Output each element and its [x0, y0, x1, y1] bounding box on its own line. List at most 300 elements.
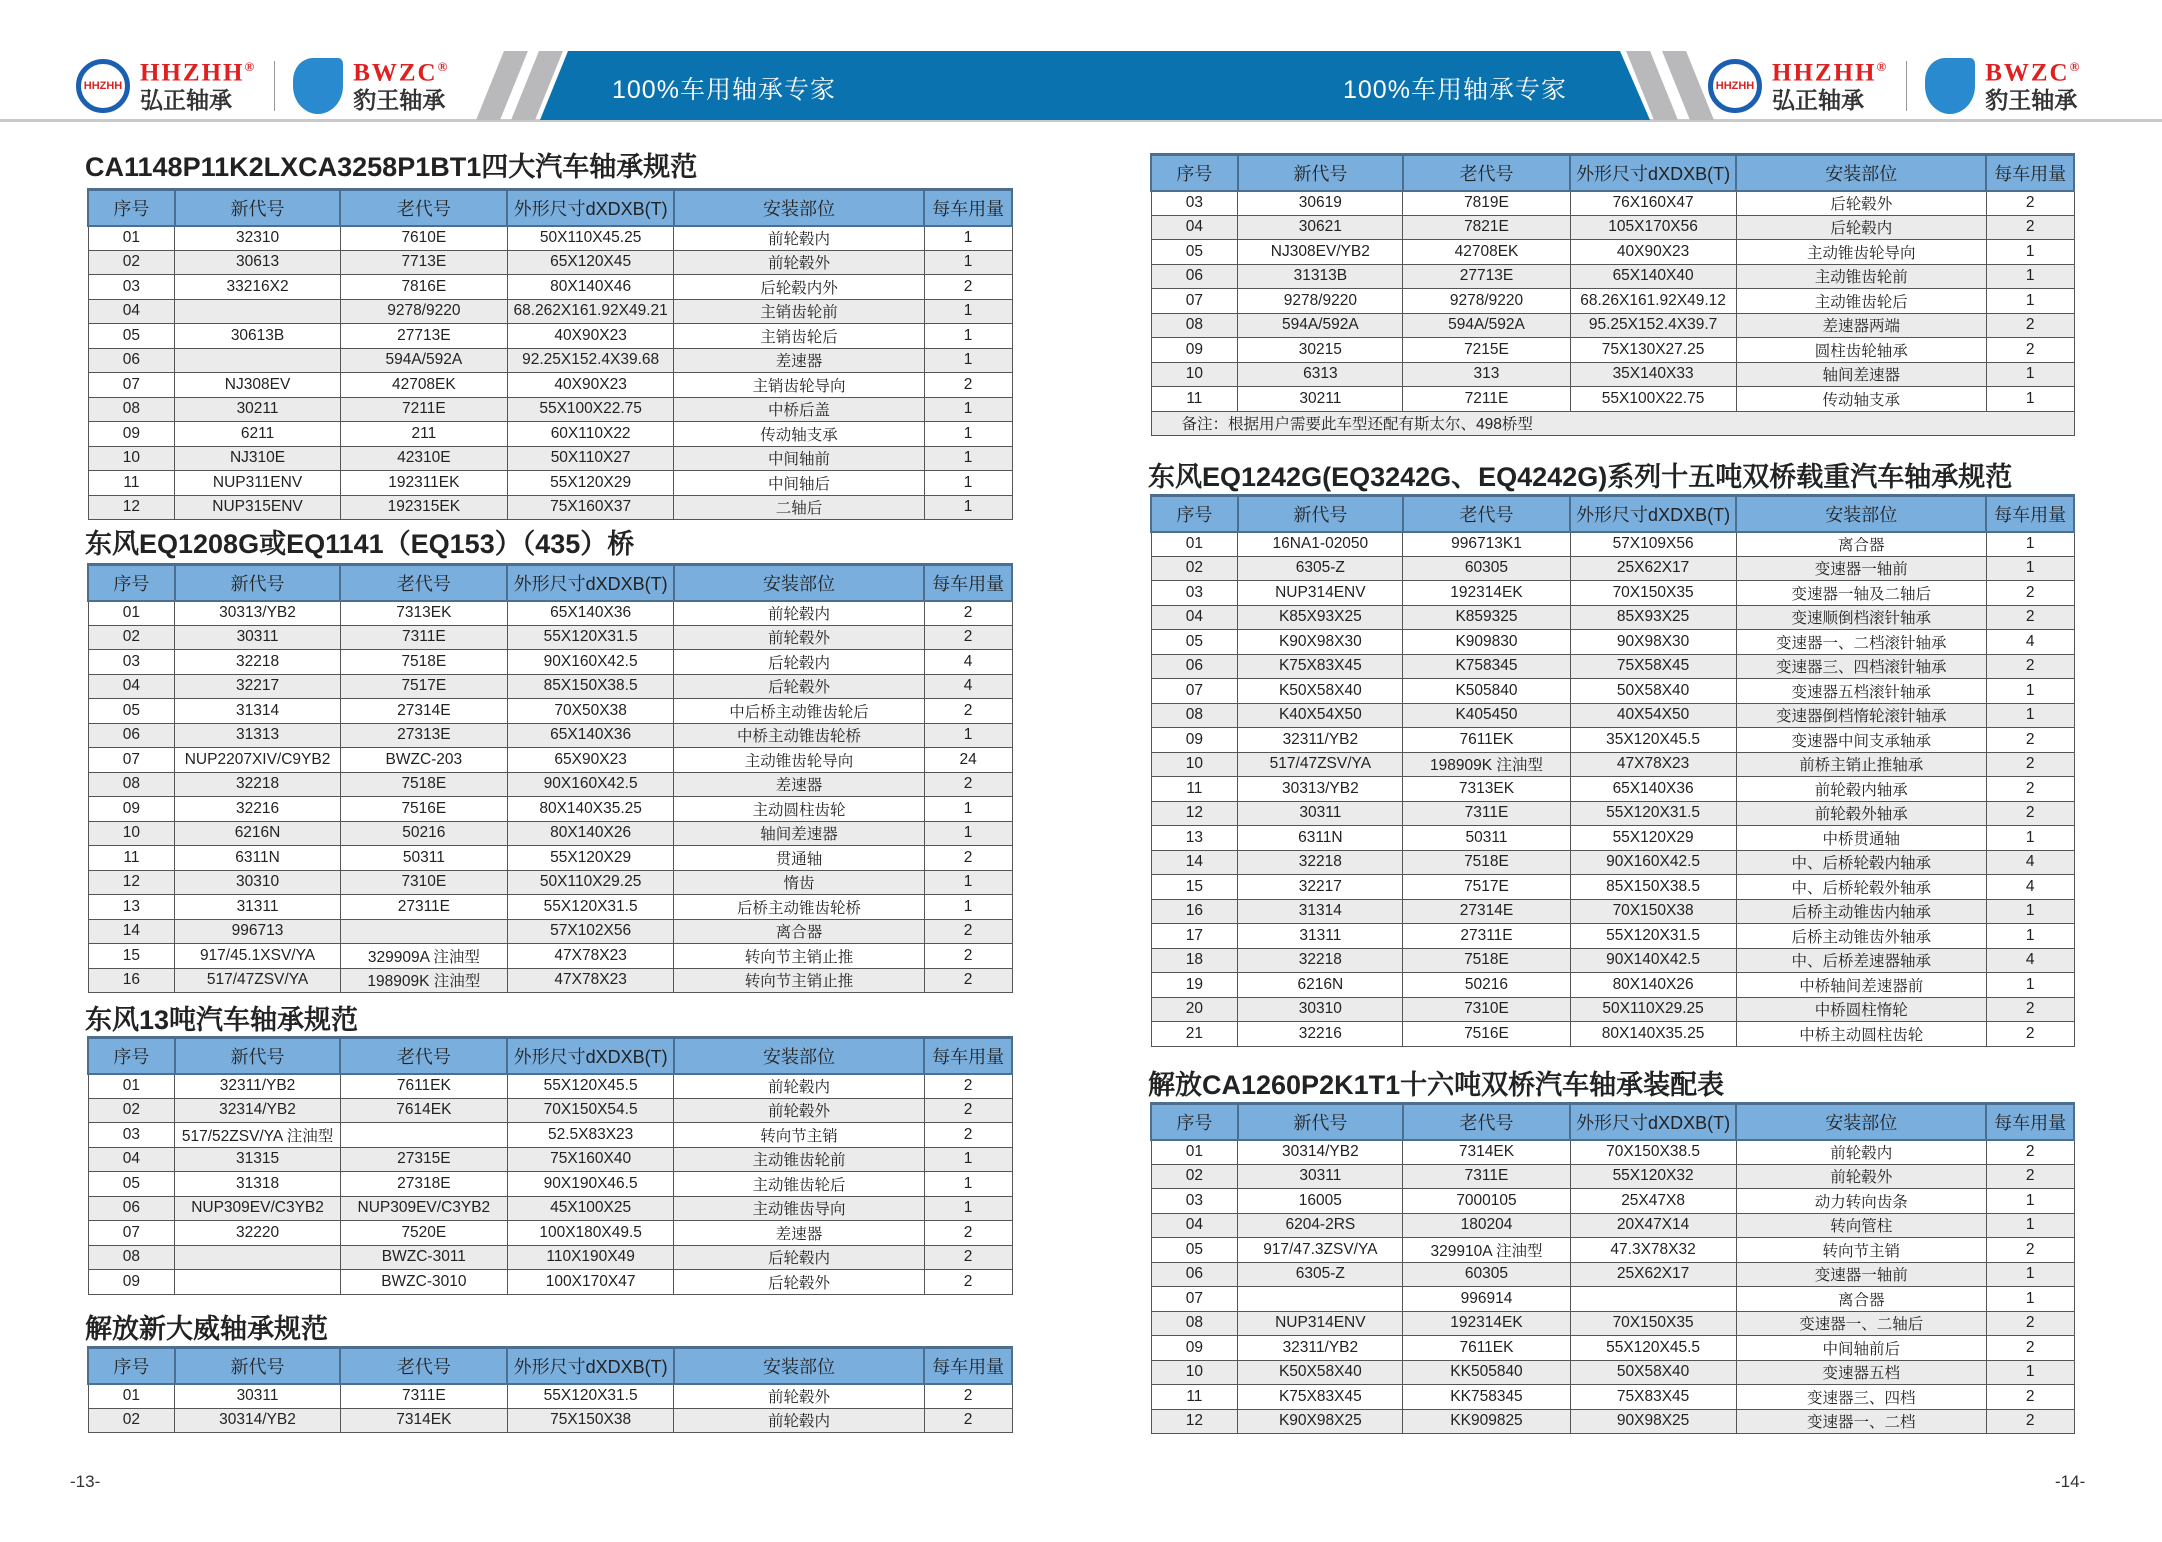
column-header: 序号	[88, 190, 175, 226]
table-cell: 75X130X27.25	[1570, 338, 1736, 363]
table-cell: 差速器	[674, 348, 924, 373]
table-cell: 2	[1986, 215, 2074, 240]
table-cell: 15	[1151, 875, 1238, 900]
table-cell: 55X120X31.5	[1570, 801, 1736, 826]
table-cell: 90X190X46.5	[507, 1172, 673, 1197]
table-cell: 192315EK	[340, 495, 507, 520]
table-cell: 13	[88, 895, 175, 920]
table-cell: 03	[1151, 191, 1238, 216]
table-cell: 转向节主销止推	[674, 968, 924, 993]
table-cell: 7516E	[1403, 1022, 1570, 1047]
table-cell: K50X58X40	[1238, 1360, 1403, 1385]
bearing-spec-table	[1150, 153, 2075, 436]
table-row	[88, 968, 1012, 993]
table-cell: 04	[1151, 1213, 1238, 1238]
table-cell: 2	[924, 919, 1012, 944]
table-cell: 30310	[175, 870, 340, 895]
table-cell: 2	[1986, 191, 2074, 216]
table-cell: 变速器中间支承轴承	[1736, 728, 1986, 753]
table-cell: 05	[1151, 240, 1238, 265]
table-cell: 01	[88, 1384, 175, 1409]
table-row	[88, 895, 1012, 920]
table-cell: 90X98X30	[1570, 630, 1736, 655]
table-cell: 70X50X38	[507, 699, 673, 724]
table-cell: 后轮毂内外	[674, 275, 924, 300]
table-cell: 1	[1986, 899, 2074, 924]
table-cell: 40X54X50	[1570, 703, 1736, 728]
table-cell: 后桥主动锥齿外轴承	[1736, 924, 1986, 949]
table-cell: 27713E	[1403, 264, 1570, 289]
table-cell: 1	[1986, 924, 2074, 949]
table-cell: 75X160X40	[507, 1147, 673, 1172]
table-cell: 2	[1986, 1022, 2074, 1047]
column-header: 老代号	[1403, 496, 1570, 532]
table-cell: 80X140X26	[507, 821, 673, 846]
table-cell: 55X120X29	[507, 846, 673, 871]
table-cell: 转向节主销	[1736, 1238, 1986, 1263]
table-cell: 07	[88, 748, 175, 773]
column-header: 老代号	[1403, 1104, 1570, 1140]
table-cell: 前轮毂外	[674, 625, 924, 650]
table-cell: 1	[924, 471, 1012, 496]
table-cell: 中桥主动圆柱齿轮	[1736, 1022, 1986, 1047]
table-row	[88, 650, 1012, 675]
table-cell: 10	[88, 446, 175, 471]
table-cell: 30211	[1238, 387, 1403, 412]
table-row	[88, 1196, 1012, 1221]
table-cell: 09	[1151, 728, 1238, 753]
table-row	[1151, 1409, 2074, 1434]
table-cell: 21	[1151, 1022, 1238, 1047]
table-cell: 7314EK	[1403, 1140, 1570, 1165]
table-cell: 517/47ZSV/YA	[175, 968, 340, 993]
table-cell: 7517E	[340, 674, 507, 699]
table-cell: 18	[1151, 948, 1238, 973]
table-cell: 二轴后	[674, 495, 924, 520]
table-cell: 2	[924, 1123, 1012, 1148]
table-cell	[175, 348, 340, 373]
column-header: 新代号	[1238, 1104, 1403, 1140]
table-row	[1151, 679, 2074, 704]
table-cell: NJ310E	[175, 446, 340, 471]
table-cell: NUP314ENV	[1238, 581, 1403, 606]
table-header-row	[88, 1038, 1012, 1074]
table-cell: 7311E	[1403, 1164, 1570, 1189]
table-cell: 前轮毂外	[674, 1098, 924, 1123]
table-row	[88, 870, 1012, 895]
table-cell: 594A/592A	[340, 348, 507, 373]
column-header: 安装部位	[674, 1038, 924, 1074]
table-cell: 68.262X161.92X49.21	[507, 299, 673, 324]
table-cell: 32218	[1238, 850, 1403, 875]
table-cell: 变速器一、二档	[1736, 1409, 1986, 1434]
table-cell: 7211E	[340, 397, 507, 422]
table-cell: 04	[88, 1147, 175, 1172]
table-cell: 4	[924, 650, 1012, 675]
section-title: 解放新大威轴承规范	[85, 1314, 328, 1344]
table-cell: 7816E	[340, 275, 507, 300]
table-cell: BWZC-3011	[340, 1245, 507, 1270]
logos-left	[76, 56, 449, 116]
table-cell: 变速器一轴及二轴后	[1736, 581, 1986, 606]
table-row	[88, 471, 1012, 496]
table-cell: 2	[924, 1098, 1012, 1123]
column-header: 外形尺寸dXDXB(T)	[1570, 155, 1736, 191]
table-cell: 30613	[175, 250, 340, 275]
table-cell: 24	[924, 748, 1012, 773]
table-row	[1151, 1164, 2074, 1189]
table-cell: 06	[88, 348, 175, 373]
table-cell: 05	[88, 324, 175, 349]
table-cell: 传动轴支承	[674, 422, 924, 447]
table-cell: 25X47X8	[1570, 1189, 1736, 1214]
table-cell: 30313/YB2	[175, 601, 340, 626]
table-cell: 4	[924, 674, 1012, 699]
table-row	[88, 772, 1012, 797]
table-row	[88, 275, 1012, 300]
table-cell: 31313	[175, 723, 340, 748]
table-row	[1151, 1140, 2074, 1165]
table-cell: 1	[1986, 1287, 2074, 1312]
table-cell: 02	[88, 250, 175, 275]
table-cell: 85X150X38.5	[1570, 875, 1736, 900]
table-cell: 27311E	[340, 895, 507, 920]
table-row	[88, 397, 1012, 422]
table-cell: 2	[924, 601, 1012, 626]
table-cell: 30314/YB2	[1238, 1140, 1403, 1165]
table-cell	[340, 919, 507, 944]
table-cell: 7611EK	[1403, 728, 1570, 753]
table-cell: 329909A 注油型	[340, 944, 507, 969]
table-row	[88, 299, 1012, 324]
table-cell: 30311	[175, 625, 340, 650]
column-header: 序号	[88, 1038, 175, 1074]
table-cell: 32217	[175, 674, 340, 699]
table-cell: 1	[924, 495, 1012, 520]
table-cell: 03	[88, 275, 175, 300]
table-cell: 变速器三、四档滚针轴承	[1736, 654, 1986, 679]
table-cell: 192311EK	[340, 471, 507, 496]
table-cell: 11	[1151, 1385, 1238, 1410]
table-cell: 离合器	[674, 919, 924, 944]
bearing-spec-table	[87, 188, 1013, 520]
table-row	[88, 422, 1012, 447]
table-cell: 1	[1986, 973, 2074, 998]
table-row	[88, 846, 1012, 871]
table-cell: 50X110X29.25	[1570, 997, 1736, 1022]
table-cell: 1	[924, 870, 1012, 895]
table-cell: 55X120X45.5	[507, 1074, 673, 1099]
table-cell: 55X120X31.5	[507, 895, 673, 920]
logos-right	[1708, 56, 2081, 116]
table-cell: 2	[1986, 338, 2074, 363]
column-header: 序号	[1151, 496, 1238, 532]
table-cell: 1	[1986, 240, 2074, 265]
column-header: 外形尺寸dXDXB(T)	[507, 190, 673, 226]
table-cell: 03	[1151, 1189, 1238, 1214]
table-cell: 1	[924, 422, 1012, 447]
table-row	[1151, 899, 2074, 924]
bearing-spec-table	[1150, 1102, 2075, 1434]
table-row	[1151, 948, 2074, 973]
table-row	[1151, 1189, 2074, 1214]
table-row	[1151, 1262, 2074, 1287]
table-cell: 27318E	[340, 1172, 507, 1197]
table-cell: 65X140X36	[507, 723, 673, 748]
table-row	[88, 1221, 1012, 1246]
table-cell: 75X58X45	[1570, 654, 1736, 679]
table-cell: 20	[1151, 997, 1238, 1022]
table-cell: 40X90X23	[507, 324, 673, 349]
table-cell: 2	[924, 944, 1012, 969]
table-cell: 16NA1-02050	[1238, 532, 1403, 557]
table-cell: 517/52ZSV/YA 注油型	[175, 1123, 340, 1148]
section-title: CA1148P11K2LXCA3258P1BT1四大汽车轴承规范	[85, 152, 698, 182]
table-cell: 02	[88, 1408, 175, 1433]
table-cell: 6211	[175, 422, 340, 447]
table-cell: 转向节主销	[674, 1123, 924, 1148]
table-cell: 前桥主销止推轴承	[1736, 752, 1986, 777]
column-header: 新代号	[175, 190, 340, 226]
table-cell: 55X120X31.5	[1570, 924, 1736, 949]
table-cell: 1	[924, 397, 1012, 422]
table-cell: 中间轴前	[674, 446, 924, 471]
column-header: 外形尺寸dXDXB(T)	[507, 1038, 673, 1074]
table-cell: 2	[924, 699, 1012, 724]
table-row	[88, 1245, 1012, 1270]
table-cell	[175, 299, 340, 324]
column-header: 每车用量	[924, 1348, 1012, 1384]
table-cell: 前轮毂内轴承	[1736, 777, 1986, 802]
table-cell: 47.3X78X32	[1570, 1238, 1736, 1263]
table-cell: 变速器一轴前	[1736, 556, 1986, 581]
table-cell: 差速器	[674, 772, 924, 797]
table-cell: 517/47ZSV/YA	[1238, 752, 1403, 777]
table-cell: K90X98X25	[1238, 1409, 1403, 1434]
table-cell: 55X120X31.5	[507, 1384, 673, 1409]
logo-separator	[1906, 61, 1907, 111]
brand1-en: HHZHH®	[140, 59, 257, 87]
table-cell: 16005	[1238, 1189, 1403, 1214]
table-cell: 55X100X22.75	[507, 397, 673, 422]
table-cell: 105X170X56	[1570, 215, 1736, 240]
table-cell: 08	[88, 1245, 175, 1270]
table-row	[1151, 826, 2074, 851]
table-cell: 10	[1151, 362, 1238, 387]
table-cell: 30613B	[175, 324, 340, 349]
table-row	[1151, 801, 2074, 826]
column-header: 新代号	[175, 1348, 340, 1384]
table-row	[88, 674, 1012, 699]
table-cell: 70X150X35	[1570, 1311, 1736, 1336]
table-cell: 05	[88, 699, 175, 724]
table-cell: 06	[1151, 654, 1238, 679]
table-cell	[175, 1270, 340, 1295]
table-row	[1151, 1022, 2074, 1047]
table-cell: K50X58X40	[1238, 679, 1403, 704]
table-cell: 50311	[1403, 826, 1570, 851]
table-cell: 2	[1986, 728, 2074, 753]
table-cell: 变速器倒档惰轮滚针轴承	[1736, 703, 1986, 728]
table-cell: 11	[1151, 777, 1238, 802]
table-cell: 7518E	[340, 650, 507, 675]
table-cell: 80X140X35.25	[507, 797, 673, 822]
column-header: 安装部位	[1736, 155, 1986, 191]
table-cell: 90X160X42.5	[507, 772, 673, 797]
table-cell: 传动轴支承	[1736, 387, 1986, 412]
table-header-row	[88, 1348, 1012, 1384]
table-cell: 60305	[1403, 556, 1570, 581]
table-cell: 02	[88, 1098, 175, 1123]
table-cell: 90X160X42.5	[1570, 850, 1736, 875]
table-row	[88, 250, 1012, 275]
table-cell: 2	[1986, 801, 2074, 826]
table-cell: 11	[88, 471, 175, 496]
table-cell: 7819E	[1403, 191, 1570, 216]
table-cell: 65X140X36	[1570, 777, 1736, 802]
table-cell: 05	[1151, 630, 1238, 655]
table-cell: 32217	[1238, 875, 1403, 900]
table-cell: 1	[1986, 264, 2074, 289]
table-cell: 32218	[175, 772, 340, 797]
table-row	[88, 446, 1012, 471]
table-cell: 06	[88, 723, 175, 748]
table-cell: NUP311ENV	[175, 471, 340, 496]
table-cell: 70X150X54.5	[507, 1098, 673, 1123]
column-header: 序号	[1151, 155, 1238, 191]
table-cell: 轴间差速器	[1736, 362, 1986, 387]
table-cell: 32216	[1238, 1022, 1403, 1047]
table-cell: 42708EK	[340, 373, 507, 398]
table-cell: 2	[924, 1221, 1012, 1246]
table-cell: 45X100X25	[507, 1196, 673, 1221]
table-row	[88, 1172, 1012, 1197]
table-cell: 04	[1151, 605, 1238, 630]
leopard-logo-icon	[293, 58, 343, 114]
table-cell: 前轮毂内	[674, 1408, 924, 1433]
table-cell: 55X120X31.5	[507, 625, 673, 650]
table-cell: 7821E	[1403, 215, 1570, 240]
table-cell: 主销齿轮后	[674, 324, 924, 349]
table-cell: 35X140X33	[1570, 362, 1736, 387]
table-row	[1151, 752, 2074, 777]
table-row	[1151, 1360, 2074, 1385]
table-row	[1151, 1238, 2074, 1263]
table-cell: 75X150X38	[507, 1408, 673, 1433]
table-cell: 85X150X38.5	[507, 674, 673, 699]
table-cell: 1	[1986, 1360, 2074, 1385]
table-cell: 09	[88, 422, 175, 447]
table-cell: 4	[1986, 948, 2074, 973]
table-cell: K758345	[1403, 654, 1570, 679]
table-row	[88, 699, 1012, 724]
table-cell: 1	[924, 324, 1012, 349]
table-cell: K405450	[1403, 703, 1570, 728]
table-cell: 主动锥齿导向	[674, 1196, 924, 1221]
table-cell: 47X78X23	[507, 968, 673, 993]
table-cell: 变速顺倒档滚针轴承	[1736, 605, 1986, 630]
table-row	[1151, 1336, 2074, 1361]
table-cell: 50311	[340, 846, 507, 871]
table-cell: BWZC-3010	[340, 1270, 507, 1295]
section-title: 东风EQ1208G或EQ1141（EQ153）（435）桥	[85, 529, 635, 559]
table-cell: 14	[88, 919, 175, 944]
table-cell: 30310	[1238, 997, 1403, 1022]
table-cell: 7520E	[340, 1221, 507, 1246]
table-cell: 27313E	[340, 723, 507, 748]
table-cell: 19	[1151, 973, 1238, 998]
table-cell: 01	[1151, 1140, 1238, 1165]
column-header: 序号	[1151, 1104, 1238, 1140]
table-cell: 30215	[1238, 338, 1403, 363]
table-cell: 1	[924, 821, 1012, 846]
table-row	[1151, 387, 2074, 412]
table-cell: 55X100X22.75	[1570, 387, 1736, 412]
table-cell: 07	[88, 373, 175, 398]
table-cell: 04	[1151, 215, 1238, 240]
slogan-right: 100%车用轴承专家	[1343, 76, 1567, 104]
table-cell: 996713	[175, 919, 340, 944]
table-note-row	[1151, 411, 2074, 436]
table-cell: K40X54X50	[1238, 703, 1403, 728]
table-cell: 6313	[1238, 362, 1403, 387]
table-cell: 7313EK	[1403, 777, 1570, 802]
table-cell: NUP309EV/C3YB2	[340, 1196, 507, 1221]
table-cell: 09	[88, 1270, 175, 1295]
column-header: 每车用量	[924, 190, 1012, 226]
table-cell: 08	[1151, 1311, 1238, 1336]
table-cell: 50X58X40	[1570, 1360, 1736, 1385]
table-cell: 前轮毂外	[674, 1384, 924, 1409]
table-cell: 6216N	[1238, 973, 1403, 998]
table-cell: 68.26X161.92X49.12	[1570, 289, 1736, 314]
column-header: 新代号	[175, 565, 340, 601]
table-cell: 32311/YB2	[175, 1074, 340, 1099]
table-row	[88, 373, 1012, 398]
table-cell: NUP2207XIV/C9YB2	[175, 748, 340, 773]
table-cell: 10	[1151, 1360, 1238, 1385]
table-cell	[175, 1245, 340, 1270]
table-cell	[340, 1123, 507, 1148]
column-header: 序号	[88, 1348, 175, 1384]
column-header: 外形尺寸dXDXB(T)	[507, 565, 673, 601]
table-cell: 31311	[1238, 924, 1403, 949]
table-row	[1151, 1385, 2074, 1410]
table-cell: 32311/YB2	[1238, 1336, 1403, 1361]
table-cell: 中桥后盖	[674, 397, 924, 422]
table-cell: 60305	[1403, 1262, 1570, 1287]
table-cell: 主动锥齿轮导向	[1736, 240, 1986, 265]
column-header: 安装部位	[674, 1348, 924, 1384]
table-cell: 变速器五档	[1736, 1360, 1986, 1385]
table-cell: 31311	[175, 895, 340, 920]
table-cell: 变速器一轴前	[1736, 1262, 1986, 1287]
table-cell: 90X98X25	[1570, 1409, 1736, 1434]
table-cell: 01	[88, 1074, 175, 1099]
table-cell: 2	[1986, 605, 2074, 630]
table-cell: 中桥贯通轴	[1736, 826, 1986, 851]
table-cell: 后轮毂内	[674, 1245, 924, 1270]
table-cell: 后轮毂内	[674, 650, 924, 675]
table-cell: 6305-Z	[1238, 1262, 1403, 1287]
table-cell: 30313/YB2	[1238, 777, 1403, 802]
table-row	[88, 944, 1012, 969]
table-cell: 01	[1151, 532, 1238, 557]
table-row	[1151, 215, 2074, 240]
table-cell: K75X83X45	[1238, 654, 1403, 679]
table-cell: 31313B	[1238, 264, 1403, 289]
logo-separator	[274, 61, 275, 111]
